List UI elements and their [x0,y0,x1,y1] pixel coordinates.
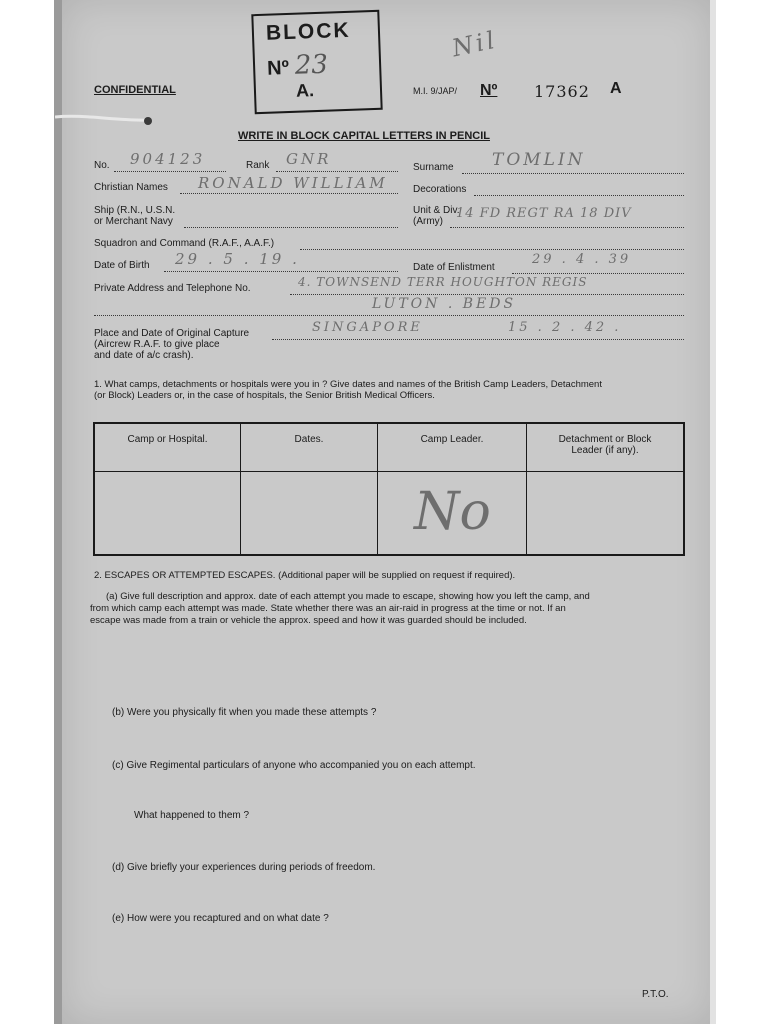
christian-names-label: Christian Names [94,182,168,193]
question-2e: (e) How were you recaptured and on what date ? [112,913,329,924]
rank-value: GNR [286,150,332,168]
capture-label-3: and date of a/c crash). [94,350,194,361]
squadron-label: Squadron and Command (R.A.F., A.A.F.) [94,238,275,249]
table-cell [378,472,527,556]
confidential-label: CONFIDENTIAL [94,84,176,96]
dob-value: 29 . 5 . 19 . [175,250,300,268]
stamp-letter: A. [295,80,315,101]
ref-number: 17362 [534,82,590,101]
ship-label-2: or Merchant Navy [94,216,173,227]
capture-label-1: Place and Date of Original Capture [94,328,250,339]
question-2a-line-2: from which camp each attempt was made. State whether there was an air-raid in progress at the time or not. If an [90,603,566,614]
question-2a-line-3: escape was made from a train or vehicle the approx. speed and how it was guarded should be included. [90,615,527,626]
question-2a-line-1: (a) Give full description and approx. date of each attempt you made to escape, showing how you left the camp, and [106,591,590,602]
ref-code: M.I. 9/JAP/ [413,86,458,96]
table-cell [94,472,241,556]
surname-value: TOMLIN [492,150,586,170]
question-1-line-1: 1. What camps, detachments or hospitals were you in ? Give dates and names of the British Camp Leaders, Detachment [94,379,602,390]
stamp-number-line: Nº 23 [266,49,329,81]
camps-table [93,422,685,556]
handwritten-scribble: Nil [449,25,500,63]
dob-label: Date of Birth [94,260,150,271]
question-2c: (c) Give Regimental particulars of anyone who accompanied you on each attempt. [112,760,476,771]
question-2b: (b) Were you physically fit when you made these attempts ? [112,707,377,718]
address-value-1: 4. TOWNSEND TERR HOUGHTON REGIS [298,275,588,289]
block-stamp [251,10,382,114]
capture-place-value: SINGAPORE [312,320,423,335]
unit-value: 14 FD REGT RA 18 DIV [456,206,632,221]
paper-edge-right [710,0,716,1024]
col-detachment-leader: Detachment or Block Leader (if any). [527,423,685,472]
christian-names-value: RONALD WILLIAM [198,174,388,192]
tag-string-icon [55,112,155,126]
unit-label-1: Unit & Div. [413,205,460,216]
instruction-heading: WRITE IN BLOCK CAPITAL LETTERS IN PENCIL [238,130,490,142]
question-2d: (d) Give briefly your experiences during periods of freedom. [112,862,376,873]
table-cell [241,472,378,556]
unit-label-2: (Army) [413,216,443,227]
col-camp-or-hospital: Camp or Hospital. [94,423,241,472]
ref-no-label: Nº [480,82,498,99]
question-1-line-2: (or Block) Leaders or, in the case of hospitals, the Senior British Medical Officers. [94,390,435,401]
service-number-value: 904123 [130,150,206,168]
stamp-number: 23 [294,49,329,81]
address-label: Private Address and Telephone No. [94,283,251,294]
ship-label-1: Ship (R.N., U.S.N. [94,205,176,216]
capture-label-2: (Aircrew R.A.F. to give place [94,339,220,350]
decorations-label: Decorations [413,184,467,195]
pto-label: P.T.O. [642,989,669,1000]
col-dates: Dates. [241,423,378,472]
enlistment-label: Date of Enlistment [413,262,495,273]
capture-date-value: 15 . 2 . 42 . [508,320,622,335]
question-2c-sub: What happened to them ? [134,810,250,821]
col-camp-leader: Camp Leader. [378,423,527,472]
table-handwritten-no: No [414,482,491,542]
table-cell [527,472,685,556]
no-label: No. [94,160,110,171]
ref-suffix: A [610,80,622,97]
surname-label: Surname [413,162,454,173]
enlistment-value: 29 . 4 . 39 [532,252,632,267]
address-value-2: LUTON . BEDS [372,296,517,312]
stamp-block-label: BLOCK [265,18,351,45]
question-2-title: 2. ESCAPES OR ATTEMPTED ESCAPES. (Additional paper will be supplied on request if required). [94,570,516,581]
rank-label: Rank [246,160,270,171]
